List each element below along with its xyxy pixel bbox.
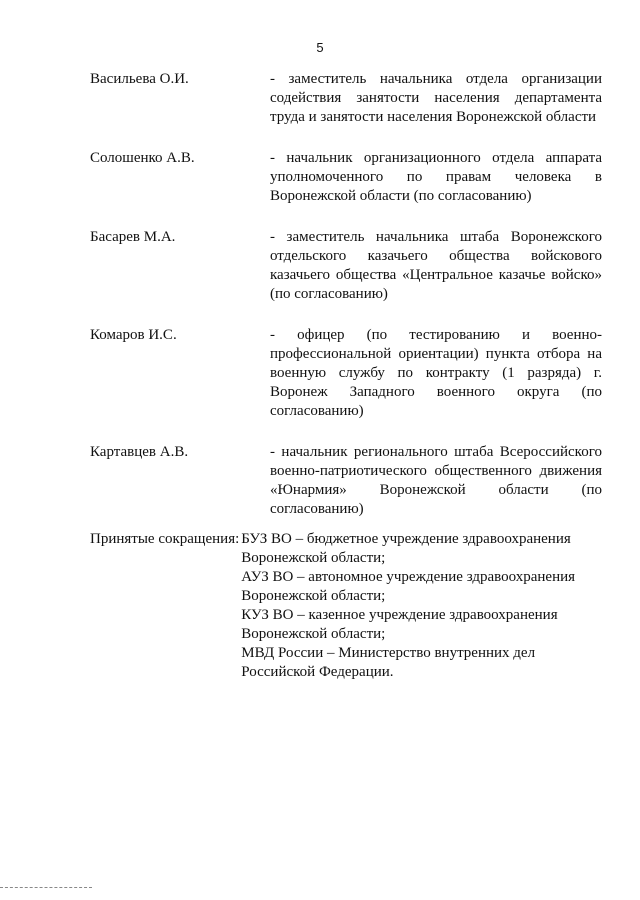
member-name: Картавцев А.В. <box>90 444 189 460</box>
abbreviations-section <box>90 530 620 682</box>
member-name: Басарев М.А. <box>90 229 176 245</box>
abbreviation-line: КУЗ ВО – казенное учреждение здравоохранения <box>241 607 558 623</box>
abbreviation-line: МВД России – Министерство внутренних дел <box>241 645 536 661</box>
abbreviations-label: Принятые сокращения: <box>90 531 240 547</box>
abbreviation-item <box>243 606 575 644</box>
abbreviation-line: АУЗ ВО – автономное учреждение здравоохранения <box>241 569 576 585</box>
abbreviation-line: БУЗ ВО – бюджетное учреждение здравоохранения <box>241 531 571 547</box>
abbreviation-line: Воронежской области; <box>241 626 386 642</box>
member-row <box>90 228 602 304</box>
abbreviation-item <box>243 568 575 606</box>
member-row <box>90 70 602 127</box>
abbreviation-line: Воронежской области; <box>241 550 386 566</box>
member-name: Комаров И.С. <box>90 327 177 343</box>
abbreviation-item <box>243 530 575 568</box>
abbreviations-list <box>239 530 575 682</box>
member-name: Васильева О.И. <box>90 71 189 87</box>
member-row <box>90 149 602 206</box>
member-row <box>90 443 602 519</box>
member-role: - заместитель начальника отдела организации содействия занятости населения департамента труда и занятости населения Воронежской области <box>270 71 602 125</box>
member-role: - начальник регионального штаба Всероссийского военно-патриотического общественного движения «Юнармия» Воронежской области (по согласованию) <box>270 444 602 517</box>
abbreviation-line: Воронежской области; <box>241 588 386 604</box>
member-role: - офицер (по тестированию и военно-профессиональной ориентации) пункта отбора на военную службу по контракту (1 разряда) г. Воронеж Западного военного округа (по согласованию) <box>270 327 602 419</box>
member-role: - начальник организационного отдела аппарата уполномоченного по правам человека в Воронежской области (по согласованию) <box>270 150 602 204</box>
scan-edge-divider <box>0 887 92 888</box>
page-number: 5 <box>316 40 324 55</box>
member-role: - заместитель начальника штаба Воронежского отдельского казачьего общества войскового казачьего общества «Центральное казачье войско» (по согласованию) <box>270 229 602 302</box>
member-name: Солошенко А.В. <box>90 150 195 166</box>
members-list <box>90 70 602 541</box>
abbreviation-item <box>243 644 575 682</box>
member-row <box>90 326 602 421</box>
abbreviation-line: Российской Федерации. <box>241 664 394 680</box>
